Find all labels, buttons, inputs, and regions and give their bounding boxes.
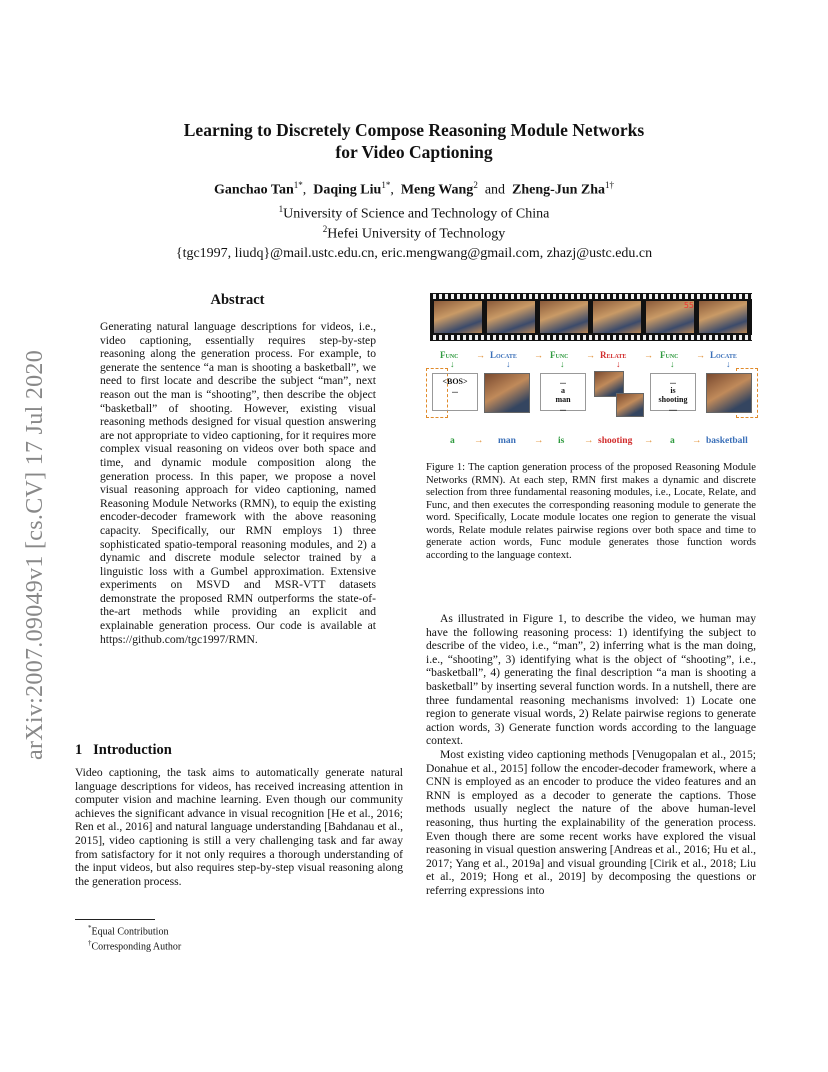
footnote-rule: [75, 919, 155, 920]
film-perforation: [430, 335, 752, 340]
arrow-right-icon: →: [696, 350, 705, 360]
module-locate: Locate: [710, 350, 737, 360]
arxiv-stamp: [14, 300, 54, 760]
arrow-right-icon: →: [644, 350, 653, 360]
footnote-text: Equal Contribution: [91, 926, 169, 938]
affiliation: [0, 204, 828, 223]
context-box: [540, 373, 586, 411]
arrow-right-icon: →: [692, 436, 702, 446]
author-and: and: [484, 182, 506, 198]
located-region-image: [706, 373, 752, 413]
context-token: man: [555, 395, 571, 404]
paragraph: Most existing video captioning methods [Venugopalan et al., 2015; Donahue et al., 2015] follow the encoder-decoder framework, where a CNN is employed as an encoder to produce the video features and an RNN is employed as a decoder to generate the captions. Those methods usually neglect the nature of the above human-level reasoning, thus hurting the explainability of the generation process. Even though there are some recent works have explored the visual reasoning in visual question answering [Andreas et al., 2016; Hu et al., 2017; Yang et al., 2019a] and visual grounding [Cirik et al., 2018; Liu et al., 2019; Hong et al., 2019] by decomposing the questions or referring expressions into: [426, 747, 756, 897]
video-frame: [434, 301, 482, 333]
section-heading: [75, 742, 172, 759]
abstract-text: Generating natural language descriptions for videos, i.e., video captioning, essentially requires step-by-step reasoning along the generation process. For example, to generate the sentence “a man is shooting a basketball”, we need to first locate and describe the subject “man”, next reason out the man is “shooting”, then describe the object “basketball” of shooting. However, existing visual reasoning methods designed for visual question answering are not appropriate to video captioning, for it requires more complex visual reasoning on videos over both space and time, and dynamic module composition along the generation process. In this paper, we propose a novel visual reasoning approach for video captioning, named Reasoning Module Networks (RMN), to equip the existing encoder-decoder framework with the above reasoning capacity. Specifically, our RMN employs 1) three sophisticated spatio-temporal reasoning modules, and 2) a dynamic and discrete module selector trained by a linguistic loss with a Gumbel approximation. Extensive experiments on MSVD and MSR-VTT datasets demonstrate the proposed RMN outperforms the state-of-the-art methods while providing an explicit and explainable generation process. Our code is available at https://github.com/tgc1997/RMN.: [100, 320, 376, 646]
video-frame: [487, 301, 535, 333]
video-frame: [646, 301, 694, 333]
video-frame: [593, 301, 641, 333]
figure-caption: Figure 1: The caption generation process of the proposed Reasoning Module Networks (RMN). At each step, RMN first makes a dynamic and discrete selection from three fundamental reasoning modules, i.e., Locate, Relate, and Func, and then executes the corresponding reasoning module to generate the word. Specifically, Locate module locates one region to generate the visual words, Relate module relates pairwise regions over both space and time to generate action words, Func module generates those function words according to the language context.: [426, 462, 756, 561]
author-sup: 1†: [605, 180, 615, 190]
context-token: ...: [560, 404, 566, 413]
author-name: Meng Wang: [400, 182, 474, 198]
module-locate: Locate: [490, 350, 517, 360]
video-filmstrip: [430, 293, 752, 341]
output-word: basketball: [706, 436, 748, 446]
footnote: [88, 939, 181, 952]
arrow-down-icon: ↓: [616, 359, 621, 369]
affiliation-text: Hefei University of Technology: [327, 226, 506, 242]
footnote-mark: †: [88, 939, 92, 947]
module-func: Func: [550, 350, 569, 360]
video-frame: [540, 301, 588, 333]
arrow-right-icon: →: [476, 350, 485, 360]
author-list: [0, 180, 828, 199]
relate-region-image: [616, 393, 644, 417]
module-func: Func: [660, 350, 679, 360]
context-token: a: [561, 386, 565, 395]
arrow-down-icon: ↓: [560, 359, 565, 369]
title-line-2: for Video Captioning: [335, 142, 493, 162]
right-column-text: [426, 612, 756, 897]
arrow-down-icon: ↓: [670, 359, 675, 369]
located-region-image: [484, 373, 530, 413]
output-word: shooting: [598, 436, 633, 446]
context-token: ...: [670, 377, 676, 386]
author-sup: 1*: [293, 180, 303, 190]
context-token: ...: [560, 377, 566, 386]
arrow-right-icon: →: [474, 436, 484, 446]
footnote-text: Corresponding Author: [91, 941, 182, 953]
author-separator: ,: [390, 182, 394, 198]
title-line-1: Learning to Discretely Compose Reasoning Module Networks: [183, 120, 645, 140]
author-name: Ganchao Tan: [213, 182, 294, 198]
context-token: shooting: [658, 395, 688, 404]
arrow-down-icon: ↓: [450, 359, 455, 369]
module-func: Func: [440, 350, 459, 360]
output-word: a: [450, 436, 455, 446]
paragraph: As illustrated in Figure 1, to describe the video, we human may have the following reasoning process: 1) identifying the subject to describe of the video, i.e., “man”, 2) inferring what is the man doing, i.e., “shooting”, 3) identifying what is the object of “shooting”, i.e., “basketball”, 4) generating the final description “a man is shooting a basketball” by inserting several function words. In a nutshell, there are three fundamental reasoning mechanisms involved: 1) Locate one region to generate visual words, 2) Relate pairwise regions to generate action words, 3) Generate function words according to the language context.: [426, 612, 756, 748]
section-number: 1: [75, 742, 83, 758]
affiliation-sup: 2: [322, 224, 328, 234]
frame-label: 55: [683, 301, 694, 310]
arrow-right-icon: →: [584, 436, 594, 446]
context-box: [650, 373, 696, 411]
arrow-right-icon: →: [586, 350, 595, 360]
author-separator: ,: [302, 182, 307, 198]
affiliation-text: University of Science and Technology of China: [283, 206, 550, 222]
output-word: a: [670, 436, 675, 446]
section-title: Introduction: [93, 742, 172, 758]
arrow-right-icon: →: [534, 350, 543, 360]
arrow-down-icon: ↓: [506, 359, 511, 369]
author-name: Daqing Liu: [313, 182, 382, 198]
film-perforation: [430, 294, 752, 299]
video-frame: [699, 301, 747, 333]
affiliation-sup: 1: [278, 204, 284, 214]
affiliation: [0, 224, 828, 243]
output-word: man: [498, 436, 516, 446]
figure-1: [426, 293, 756, 453]
arrow-right-icon: →: [644, 436, 654, 446]
context-token: ...: [452, 386, 458, 395]
footnote: [88, 924, 168, 937]
footnote-mark: *: [88, 924, 92, 932]
author-name: Zheng-Jun Zha: [512, 182, 606, 198]
paper-title: [0, 119, 828, 163]
context-token: is: [670, 386, 676, 395]
intro-text: Video captioning, the task aims to automatically generate natural language descriptions for videos, has received increasing attention in computer vision and machine learning. Even though our community achieves the significant advance in visual recognition [He et al., 2016; Ren et al., 2016] and natural language understanding [Bahdanau et al., 2015], video captioning is still a very challenging task and far away from satisfactory for it not only requires a thorough understanding of the input videos, but also requires step-by-step visual reasoning along the generation process.: [75, 766, 403, 888]
output-word: is: [558, 436, 565, 446]
arrow-right-icon: →: [534, 436, 544, 446]
context-box: [432, 373, 478, 411]
abstract-heading: Abstract: [210, 292, 265, 308]
arxiv-id: arXiv:2007.09049v1 [cs.CV] 17 Jul 2020: [22, 349, 48, 760]
author-emails: {tgc1997, liudq}@mail.ustc.edu.cn, eric.mengwang@gmail.com, zhazj@ustc.edu.cn: [175, 246, 653, 261]
context-token: <BOS>: [442, 377, 468, 386]
context-token: ....: [669, 404, 677, 413]
author-sup: 1*: [381, 180, 391, 190]
author-sup: 2: [473, 180, 478, 190]
arrow-down-icon: ↓: [726, 359, 731, 369]
module-relate: Relate: [600, 350, 627, 360]
